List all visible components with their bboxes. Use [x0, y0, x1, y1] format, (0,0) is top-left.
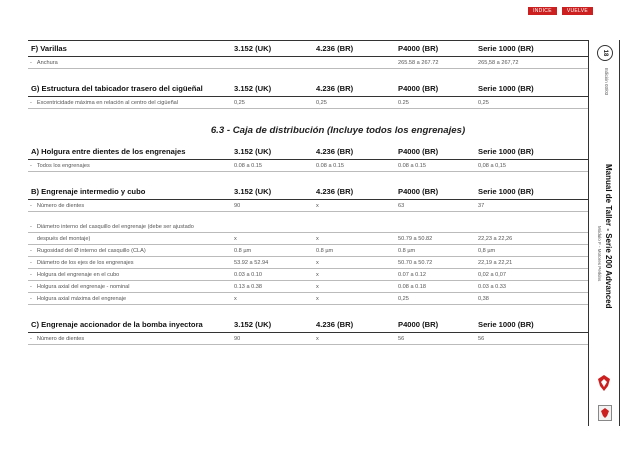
header-p4000: P4000 (BR) [395, 316, 475, 333]
cell-3152: 53.92 a 52.94 [231, 257, 313, 269]
table-row [28, 269, 588, 281]
row-label: - Holgura axial máxima del engrenaje [28, 293, 231, 305]
manual-sidebar [589, 40, 619, 426]
cell-serie1000: 0,02 a 0,07 [475, 269, 588, 281]
cell-4236: x [313, 333, 395, 345]
row-label: - Diámetro interno del casquillo del engrenaje (debe ser ajustado [28, 212, 231, 233]
table-row [28, 281, 588, 293]
cell-serie1000: 22,23 a 22,26 [475, 233, 588, 245]
brand-badge-icon [598, 405, 612, 421]
header-p4000: P4000 (BR) [395, 143, 475, 160]
module-label: Módulo F - Motores Perkins [597, 226, 602, 282]
row-label: - Todos los engrenajes [28, 160, 231, 172]
table-row [28, 257, 588, 269]
section-title: 6.3 - Caja de distribución (Incluye todos los engrenajes) [210, 125, 466, 136]
spec-content [28, 40, 588, 345]
page-number: 18 [597, 45, 613, 61]
cell-p4000: 0.07 a 0.12 [395, 269, 475, 281]
cell-p4000: 0.08 a 0.15 [395, 160, 475, 172]
header-p4000: P4000 (BR) [395, 40, 475, 57]
table-row [28, 97, 588, 109]
frame-sidebar-border [619, 40, 620, 426]
header-section: A) Holgura entre dientes de los engrenajes [28, 143, 231, 160]
header-serie1000: Serie 1000 (BR) [475, 316, 588, 333]
index-button[interactable]: INDICE [528, 7, 557, 15]
header-serie1000: Serie 1000 (BR) [475, 183, 588, 200]
header-4236: 4.236 (BR) [313, 143, 395, 160]
cell-serie1000 [475, 212, 588, 233]
cell-3152: 0,25 [231, 97, 313, 109]
header-section: G) Estructura del tabicador trasero del cigüeñal [28, 80, 231, 97]
brand-logo-icon [597, 374, 611, 392]
cell-4236: x [313, 200, 395, 212]
back-button[interactable]: VUELVE [562, 7, 593, 15]
cell-4236: x [313, 233, 395, 245]
header-3152: 3.152 (UK) [231, 183, 313, 200]
table-row [28, 160, 588, 172]
cell-serie1000: 0.03 a 0.33 [475, 281, 588, 293]
header-serie1000: Serie 1000 (BR) [475, 40, 588, 57]
cell-p4000: 63 [395, 200, 475, 212]
cell-3152 [231, 212, 313, 233]
cell-p4000 [395, 212, 475, 233]
header-3152: 3.152 (UK) [231, 143, 313, 160]
cell-serie1000: 0,08 a 0,15 [475, 160, 588, 172]
header-4236: 4.236 (BR) [313, 40, 395, 57]
spec-table-distribucion [28, 143, 588, 345]
cell-3152: 90 [231, 333, 313, 345]
header-3152: 3.152 (UK) [231, 316, 313, 333]
spec-table-varillas [28, 40, 588, 109]
table-row [28, 212, 588, 233]
table-row [28, 333, 588, 345]
row-label: - Diámetro de los ejes de los engrenajes [28, 257, 231, 269]
cell-serie1000: 22,19 a 22,21 [475, 257, 588, 269]
cell-4236: x [313, 281, 395, 293]
header-3152: 3.152 (UK) [231, 40, 313, 57]
table-row [28, 57, 588, 69]
row-label: - Anchura [28, 57, 231, 69]
header-section: C) Engrenaje accionador de la bomba inyectora [28, 316, 231, 333]
table-header [28, 183, 588, 200]
cell-serie1000: 0,8 µm [475, 245, 588, 257]
cell-4236 [313, 212, 395, 233]
header-3152: 3.152 (UK) [231, 80, 313, 97]
manual-title: Manual de Taller - Serie 200 Advanced [604, 164, 613, 309]
header-section: F) Varillas [28, 40, 231, 57]
cell-p4000: 56 [395, 333, 475, 345]
cell-3152: 0.08 a 0.15 [231, 160, 313, 172]
top-navigation [528, 7, 593, 15]
cell-serie1000: 0,25 [475, 97, 588, 109]
header-4236: 4.236 (BR) [313, 183, 395, 200]
cell-3152: 0.03 a 0.10 [231, 269, 313, 281]
table-row [28, 245, 588, 257]
cell-3152: x [231, 293, 313, 305]
cell-p4000: 50.70 a 50.72 [395, 257, 475, 269]
table-row [28, 233, 588, 245]
cell-p4000: 0,25 [395, 293, 475, 305]
cell-4236: x [313, 257, 395, 269]
edition-date: Edición 03/03 [604, 68, 609, 96]
table-header [28, 316, 588, 333]
header-serie1000: Serie 1000 (BR) [475, 80, 588, 97]
row-label: - Número de dientes [28, 333, 231, 345]
header-section: B) Engrenaje intermedio y cubo [28, 183, 231, 200]
header-4236: 4.236 (BR) [313, 316, 395, 333]
cell-serie1000: 0,38 [475, 293, 588, 305]
table-row [28, 200, 588, 212]
cell-3152: 90 [231, 200, 313, 212]
cell-p4000: 265.58 a 267.72 [395, 57, 475, 69]
header-serie1000: Serie 1000 (BR) [475, 143, 588, 160]
cell-4236: 0.8 µm [313, 245, 395, 257]
table-header [28, 40, 588, 57]
row-label: - Holgura axial del engrenaje - nominal [28, 281, 231, 293]
cell-4236: x [313, 269, 395, 281]
row-label: - Rugosidad del Ø interno del casquillo (CLA) [28, 245, 231, 257]
cell-p4000: 50.79 a 50.82 [395, 233, 475, 245]
cell-p4000: 0.08 a 0.18 [395, 281, 475, 293]
header-p4000: P4000 (BR) [395, 80, 475, 97]
cell-p4000: 0.25 [395, 97, 475, 109]
cell-3152: 0.8 µm [231, 245, 313, 257]
cell-3152: 0.13 a 0.38 [231, 281, 313, 293]
cell-4236: x [313, 293, 395, 305]
table-row [28, 293, 588, 305]
cell-4236: 0.08 a 0.15 [313, 160, 395, 172]
cell-serie1000: 56 [475, 333, 588, 345]
row-label: después del montaje) [28, 233, 231, 245]
cell-3152 [231, 57, 313, 69]
header-p4000: P4000 (BR) [395, 183, 475, 200]
table-header [28, 80, 588, 97]
cell-4236 [313, 57, 395, 69]
row-label: - Excentricidade máxima en relación al centro del cigüeñal [28, 97, 231, 109]
table-header [28, 143, 588, 160]
row-label: - Holgura del engrenaje en el cubo [28, 269, 231, 281]
cell-p4000: 0.8 µm [395, 245, 475, 257]
row-label: - Número de dientes [28, 200, 231, 212]
cell-serie1000: 37 [475, 200, 588, 212]
cell-3152: x [231, 233, 313, 245]
cell-4236: 0,25 [313, 97, 395, 109]
cell-serie1000: 265,58 a 267,72 [475, 57, 588, 69]
header-4236: 4.236 (BR) [313, 80, 395, 97]
